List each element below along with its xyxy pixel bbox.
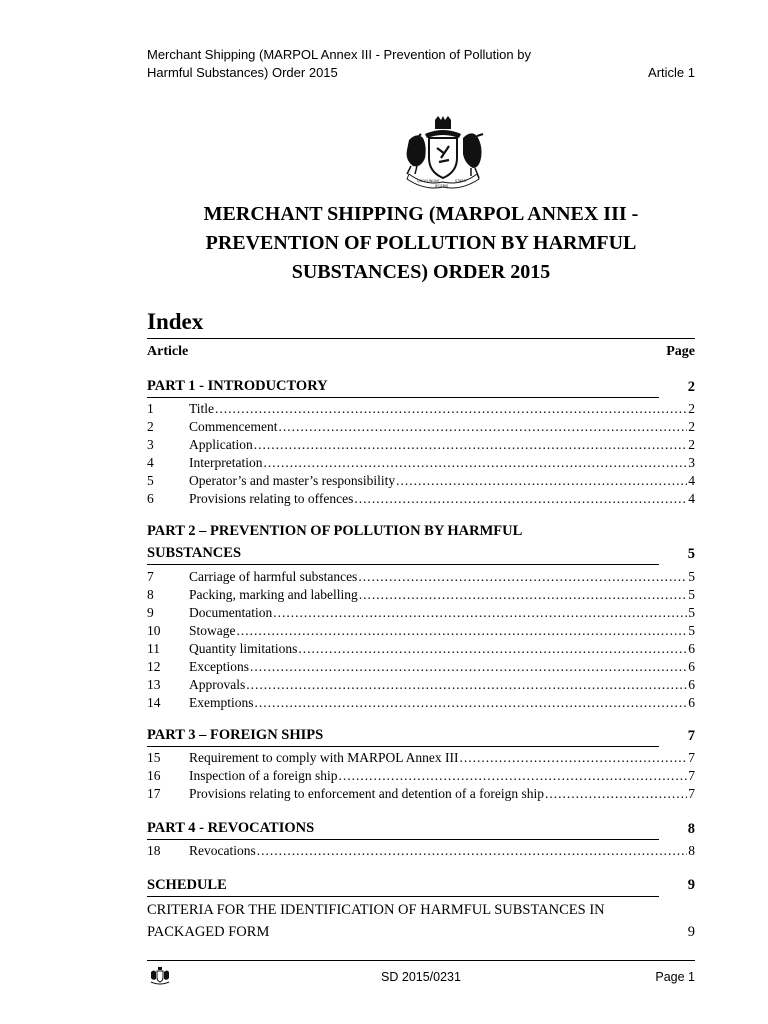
page-footer bbox=[147, 966, 695, 986]
entry-title: Commencement bbox=[189, 419, 278, 434]
entry-number: 1 bbox=[147, 401, 154, 416]
entry-page: 2 bbox=[688, 401, 695, 416]
entry-page: 2 bbox=[688, 437, 695, 452]
index-column-headers bbox=[147, 343, 695, 361]
entry-page: 5 bbox=[688, 587, 695, 602]
entry-page: 7 bbox=[688, 786, 695, 801]
schedule-subtitle bbox=[147, 899, 695, 943]
entry-title: Stowage bbox=[189, 623, 236, 638]
toc-entry[interactable] bbox=[147, 676, 695, 694]
part-title-line-2: SUBSTANCES bbox=[147, 545, 242, 561]
toc-entry[interactable] bbox=[147, 694, 695, 712]
schedule-subtitle-line-2: PACKAGED FORM bbox=[147, 924, 270, 940]
part-2-heading[interactable] bbox=[147, 520, 695, 565]
leader-dots bbox=[250, 658, 687, 676]
toc-entry[interactable] bbox=[147, 658, 695, 676]
entry-page: 7 bbox=[688, 768, 695, 783]
header-title-line-1: Merchant Shipping (MARPOL Annex III - Prevention of Pollution by bbox=[147, 47, 531, 62]
part-title: PART 1 - INTRODUCTORY bbox=[147, 375, 659, 398]
entry-number: 6 bbox=[147, 491, 154, 506]
entry-page: 5 bbox=[688, 569, 695, 584]
toc-entry[interactable] bbox=[147, 586, 695, 604]
entry-page: 3 bbox=[688, 455, 695, 470]
entry-title: Quantity limitations bbox=[189, 641, 298, 656]
toc-entry[interactable] bbox=[147, 604, 695, 622]
leader-dots bbox=[338, 767, 687, 785]
entry-number: 14 bbox=[147, 695, 161, 710]
entry-number: 7 bbox=[147, 569, 154, 584]
toc-entry[interactable] bbox=[147, 400, 695, 418]
entry-page: 4 bbox=[688, 473, 695, 488]
toc-entry[interactable] bbox=[147, 785, 695, 803]
toc-entry[interactable] bbox=[147, 568, 695, 586]
entry-page: 6 bbox=[688, 641, 695, 656]
entry-number: 11 bbox=[147, 641, 160, 656]
entry-title: Operator’s and master’s responsibility bbox=[189, 473, 396, 488]
coat-of-arms-icon bbox=[395, 116, 491, 192]
part-page: 5 bbox=[687, 546, 695, 562]
toc-entry[interactable] bbox=[147, 842, 695, 860]
schedule-subtitle-page: 9 bbox=[687, 924, 695, 940]
part-2-entries bbox=[147, 568, 695, 712]
entry-title: Provisions relating to offences bbox=[189, 491, 354, 506]
toc-entry[interactable] bbox=[147, 640, 695, 658]
toc-entry[interactable] bbox=[147, 454, 695, 472]
entry-number: 2 bbox=[147, 419, 154, 434]
entry-page: 8 bbox=[688, 843, 695, 858]
leader-dots bbox=[459, 749, 687, 767]
entry-title: Application bbox=[189, 437, 253, 452]
entry-number: 15 bbox=[147, 750, 161, 765]
column-page: Page bbox=[666, 344, 695, 359]
entry-page: 7 bbox=[688, 750, 695, 765]
entry-title: Revocations bbox=[189, 843, 256, 858]
leader-dots bbox=[273, 604, 687, 622]
entry-title: Packing, marking and labelling bbox=[189, 587, 358, 602]
part-title-line-1: PART 2 – PREVENTION OF POLLUTION BY HARMFUL bbox=[147, 523, 523, 539]
header-article: Article 1 bbox=[648, 65, 695, 80]
column-article: Article bbox=[147, 344, 189, 359]
entry-number: 3 bbox=[147, 437, 154, 452]
leader-dots bbox=[278, 418, 687, 436]
part-1-entries bbox=[147, 400, 695, 508]
part-page: 8 bbox=[687, 821, 695, 837]
entry-number: 9 bbox=[147, 605, 154, 620]
motto-left: QUOCUNQUE bbox=[417, 179, 440, 183]
leader-dots bbox=[254, 436, 688, 454]
part-3-entries bbox=[147, 749, 695, 803]
toc-entry[interactable] bbox=[147, 622, 695, 640]
toc-entry[interactable] bbox=[147, 418, 695, 436]
entry-number: 18 bbox=[147, 843, 161, 858]
part-4-entries bbox=[147, 842, 695, 860]
toc-entry[interactable] bbox=[147, 472, 695, 490]
schedule-heading[interactable] bbox=[147, 874, 695, 943]
schedule-title: SCHEDULE bbox=[147, 874, 659, 897]
entry-title: Interpretation bbox=[189, 455, 263, 470]
leader-dots bbox=[354, 490, 687, 508]
entry-title: Carriage of harmful substances bbox=[189, 569, 358, 584]
entry-page: 5 bbox=[688, 623, 695, 638]
entry-title: Inspection of a foreign ship bbox=[189, 768, 338, 783]
footer-page-number: Page 1 bbox=[655, 970, 695, 984]
toc-entry[interactable] bbox=[147, 749, 695, 767]
motto-mid: JECERIS bbox=[435, 184, 449, 188]
part-4-heading[interactable] bbox=[147, 817, 695, 840]
leader-dots bbox=[237, 622, 688, 640]
entry-title: Exceptions bbox=[189, 659, 249, 674]
part-title: PART 3 – FOREIGN SHIPS bbox=[147, 724, 659, 747]
leader-dots bbox=[298, 640, 687, 658]
entry-title: Approvals bbox=[189, 677, 246, 692]
entry-page: 6 bbox=[688, 659, 695, 674]
part-title bbox=[147, 520, 659, 565]
leader-dots bbox=[246, 676, 687, 694]
entry-number: 12 bbox=[147, 659, 161, 674]
header-title-line-2: Harmful Substances) Order 2015 bbox=[147, 65, 338, 80]
header-row-2 bbox=[147, 64, 695, 82]
leader-dots bbox=[255, 694, 688, 712]
leader-dots bbox=[358, 568, 687, 586]
part-page: 7 bbox=[687, 728, 695, 744]
leader-dots bbox=[257, 842, 688, 860]
document-title bbox=[147, 200, 695, 287]
entry-number: 17 bbox=[147, 786, 161, 801]
footer-reference: SD 2015/0231 bbox=[381, 970, 461, 984]
entry-page: 6 bbox=[688, 677, 695, 692]
title-line-1: MERCHANT SHIPPING (MARPOL ANNEX III - bbox=[203, 203, 639, 225]
toc-entry[interactable] bbox=[147, 767, 695, 785]
part-page: 2 bbox=[687, 379, 695, 395]
entry-title: Exemptions bbox=[189, 695, 254, 710]
entry-number: 5 bbox=[147, 473, 154, 488]
entry-page: 6 bbox=[688, 695, 695, 710]
entry-title: Provisions relating to enforcement and detention of a foreign ship bbox=[189, 786, 545, 801]
entry-title: Documentation bbox=[189, 605, 273, 620]
part-title: PART 4 - REVOCATIONS bbox=[147, 817, 659, 840]
leader-dots bbox=[359, 586, 688, 604]
motto-right: STABIT bbox=[455, 179, 467, 183]
running-header bbox=[147, 46, 695, 82]
part-1-heading[interactable] bbox=[147, 375, 695, 398]
entry-number: 8 bbox=[147, 587, 154, 602]
leader-dots bbox=[545, 785, 687, 803]
footer-rule bbox=[147, 960, 695, 961]
index-rule bbox=[147, 338, 695, 339]
entry-title: Title bbox=[189, 401, 215, 416]
entry-page: 4 bbox=[688, 491, 695, 506]
toc-entry[interactable] bbox=[147, 436, 695, 454]
schedule-page: 9 bbox=[687, 877, 695, 893]
entry-page: 2 bbox=[688, 419, 695, 434]
entry-title: Requirement to comply with MARPOL Annex III bbox=[189, 750, 459, 765]
schedule-subtitle-line-1: CRITERIA FOR THE IDENTIFICATION OF HARMFUL SUBSTANCES IN bbox=[147, 902, 605, 918]
entry-number: 10 bbox=[147, 623, 161, 638]
entry-number: 16 bbox=[147, 768, 161, 783]
toc-entry[interactable] bbox=[147, 490, 695, 508]
leader-dots bbox=[396, 472, 687, 490]
entry-page: 5 bbox=[688, 605, 695, 620]
title-line-3: SUBSTANCES) ORDER 2015 bbox=[291, 261, 551, 283]
leader-dots bbox=[263, 454, 687, 472]
title-line-2: PREVENTION OF POLLUTION BY HARMFUL bbox=[205, 232, 637, 254]
leader-dots bbox=[215, 400, 687, 418]
part-3-heading[interactable] bbox=[147, 724, 695, 747]
entry-number: 13 bbox=[147, 677, 161, 692]
entry-number: 4 bbox=[147, 455, 154, 470]
index-heading: Index bbox=[147, 309, 204, 334]
